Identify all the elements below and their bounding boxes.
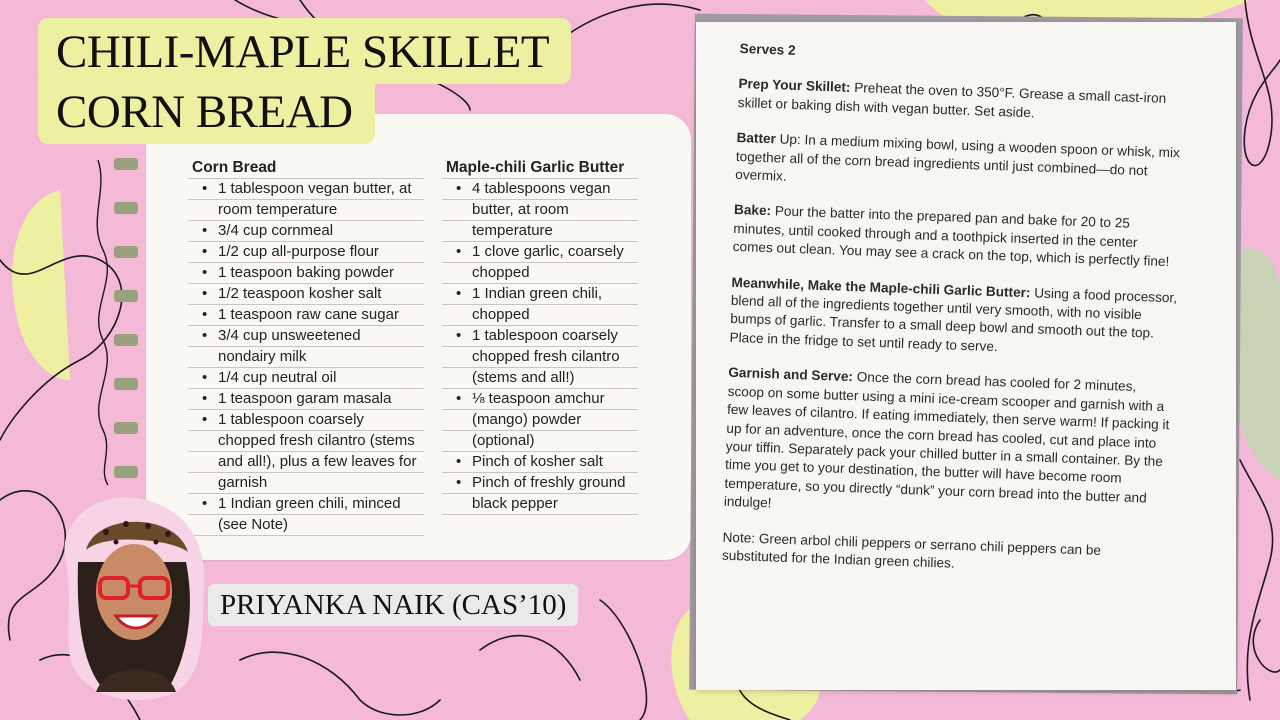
ingredient-item: • Pinch of freshly ground black pepper (446, 472, 636, 514)
ruled-line (442, 346, 638, 347)
ingredient-item: • 1 clove garlic, coarsely chopped (446, 241, 636, 283)
ruled-line (188, 241, 424, 242)
ruled-line (188, 304, 424, 305)
garlic-butter-column (446, 157, 636, 514)
ingredient-item: • 4 tablespoons vegan butter, at room temperature (446, 178, 636, 241)
ruled-line (442, 367, 638, 368)
ruled-line (188, 325, 424, 326)
ruled-line (442, 409, 638, 410)
corn-bread-heading: Corn Bread (192, 159, 277, 176)
ruled-line (442, 199, 638, 200)
ruled-line (188, 346, 424, 347)
method-step-label: Batter (736, 130, 777, 147)
ruled-line (442, 430, 638, 431)
ingredient-item: • 1 tablespoon coarsely chopped fresh cilantro (stems and all!), plus a few leaves for garnish (192, 409, 422, 493)
ruled-line (188, 535, 424, 536)
method-step (729, 274, 1177, 363)
ruled-line (442, 493, 638, 494)
ruled-line (188, 451, 424, 452)
corn-bread-list-wrap (192, 178, 422, 535)
ruled-line (442, 220, 638, 221)
method-step-label: Bake: (733, 202, 772, 219)
ruled-line (442, 178, 638, 179)
method-step-text: Using a food processor, blend all of the ingredients together until very smooth, with no visible bumps of garlic. Transfer to a small deep bowl and smooth out the top. Place in the fridge to set until ready to serve. (729, 284, 1178, 355)
method-step-text: Up: In a medium mixing bowl, using a wooden spoon or whisk, mix together all of the corn bread ingredients until just combined—do not overmix. (735, 131, 1181, 184)
ruled-line (442, 262, 638, 263)
ingredient-item: • 1 tablespoon coarsely chopped fresh cilantro (stems and all!) (446, 325, 636, 388)
ruled-line (188, 430, 424, 431)
corn-bread-ingredient-list (192, 178, 422, 535)
author-name-badge: PRIYANKA NAIK (CAS’10) (208, 584, 578, 626)
ruled-line (442, 241, 638, 242)
recipe-title (38, 18, 571, 144)
corn-bread-column (192, 157, 422, 535)
ruled-line (442, 514, 638, 515)
ingredient-item: • 1/2 cup all-purpose flour (192, 241, 422, 262)
garlic-butter-heading: Maple-chili Garlic Butter (446, 159, 625, 176)
method-text (721, 40, 1186, 598)
method-step-text: Pour the batter into the prepared pan and bake for 20 to 25 minutes, until cooked through and a toothpick inserted in the center comes out clean. You may see a crack on the top, which is perfectly fine! (732, 203, 1170, 270)
method-step (735, 129, 1183, 200)
ingredient-item: • Pinch of kosher salt (446, 451, 636, 472)
ruled-line (442, 325, 638, 326)
ruled-line (188, 220, 424, 221)
ingredient-item: • 3/4 cup unsweetened nondairy milk (192, 325, 422, 367)
ruled-line (188, 199, 424, 200)
ruled-line (188, 388, 424, 389)
method-step-label: Prep Your Skillet: (738, 76, 851, 96)
ruled-line (442, 472, 638, 473)
method-step-label: Garnish and Serve: (728, 365, 854, 385)
ruled-line (188, 367, 424, 368)
ingredient-item: • 1/2 teaspoon kosher salt (192, 283, 422, 304)
ingredient-item: • 1 teaspoon garam masala (192, 388, 422, 409)
method-step-text: Once the corn bread has cooled for 2 minutes, scoop on some butter using a mini ice-cream scooper and garnish with a few leaves of cilantro. If eating immediately, then serve warm! If packing it up for an adventure, once the corn bread has cooled, cut and place into your tiffin. Separately pack your chilled butter in a small container. By the time you get to your destination, the butter will have become room temperature, so you directly “dunk” your corn bread into the butter and indulge! (723, 369, 1170, 511)
ruled-line (188, 514, 424, 515)
ingredient-item: • 1 Indian green chili, minced (see Note) (192, 493, 422, 535)
author-photo (56, 492, 208, 700)
ingredient-item: • 1 teaspoon raw cane sugar (192, 304, 422, 325)
ingredient-item: • 3/4 cup cornmeal (192, 220, 422, 241)
ruled-line (188, 262, 424, 263)
ruled-line (188, 472, 424, 473)
title-line-2: CORN BREAD (38, 78, 375, 144)
ingredient-item: • 1 teaspoon baking powder (192, 262, 422, 283)
ruled-line (442, 388, 638, 389)
notebook-binding-decoration (68, 150, 138, 490)
method-step (732, 201, 1180, 272)
title-line-1: CHILI-MAPLE SKILLET (38, 18, 571, 84)
ruled-line (188, 178, 424, 179)
ingredient-item: • 1/4 cup neutral oil (192, 367, 422, 388)
ruled-line (188, 409, 424, 410)
ruled-line (188, 493, 424, 494)
method-note: Note: Green arbol chili peppers or serrano chili peppers can be substituted for the Indian green chilies. (721, 529, 1102, 571)
ingredient-item: • 1 Indian green chili, chopped (446, 283, 636, 325)
ruled-line (442, 283, 638, 284)
ruled-line (188, 283, 424, 284)
method-step (724, 364, 1175, 527)
ruled-line (442, 304, 638, 305)
method-step (737, 75, 1184, 127)
method-step-text: Preheat the oven to 350°F. Grease a small cast-iron skillet or baking dish with vegan butter. Set aside. (737, 80, 1167, 121)
serves-label: Serves 2 (739, 40, 796, 58)
ruled-line (442, 451, 638, 452)
ingredient-item: • ⅛ teaspoon amchur (mango) powder (optional) (446, 388, 636, 451)
garlic-butter-list-wrap (446, 178, 636, 514)
method-step-label: Meanwhile, Make the Maple-chili Garlic Butter: (731, 274, 1031, 300)
ingredient-item: • 1 tablespoon vegan butter, at room temperature (192, 178, 422, 220)
method-steps (724, 75, 1185, 526)
